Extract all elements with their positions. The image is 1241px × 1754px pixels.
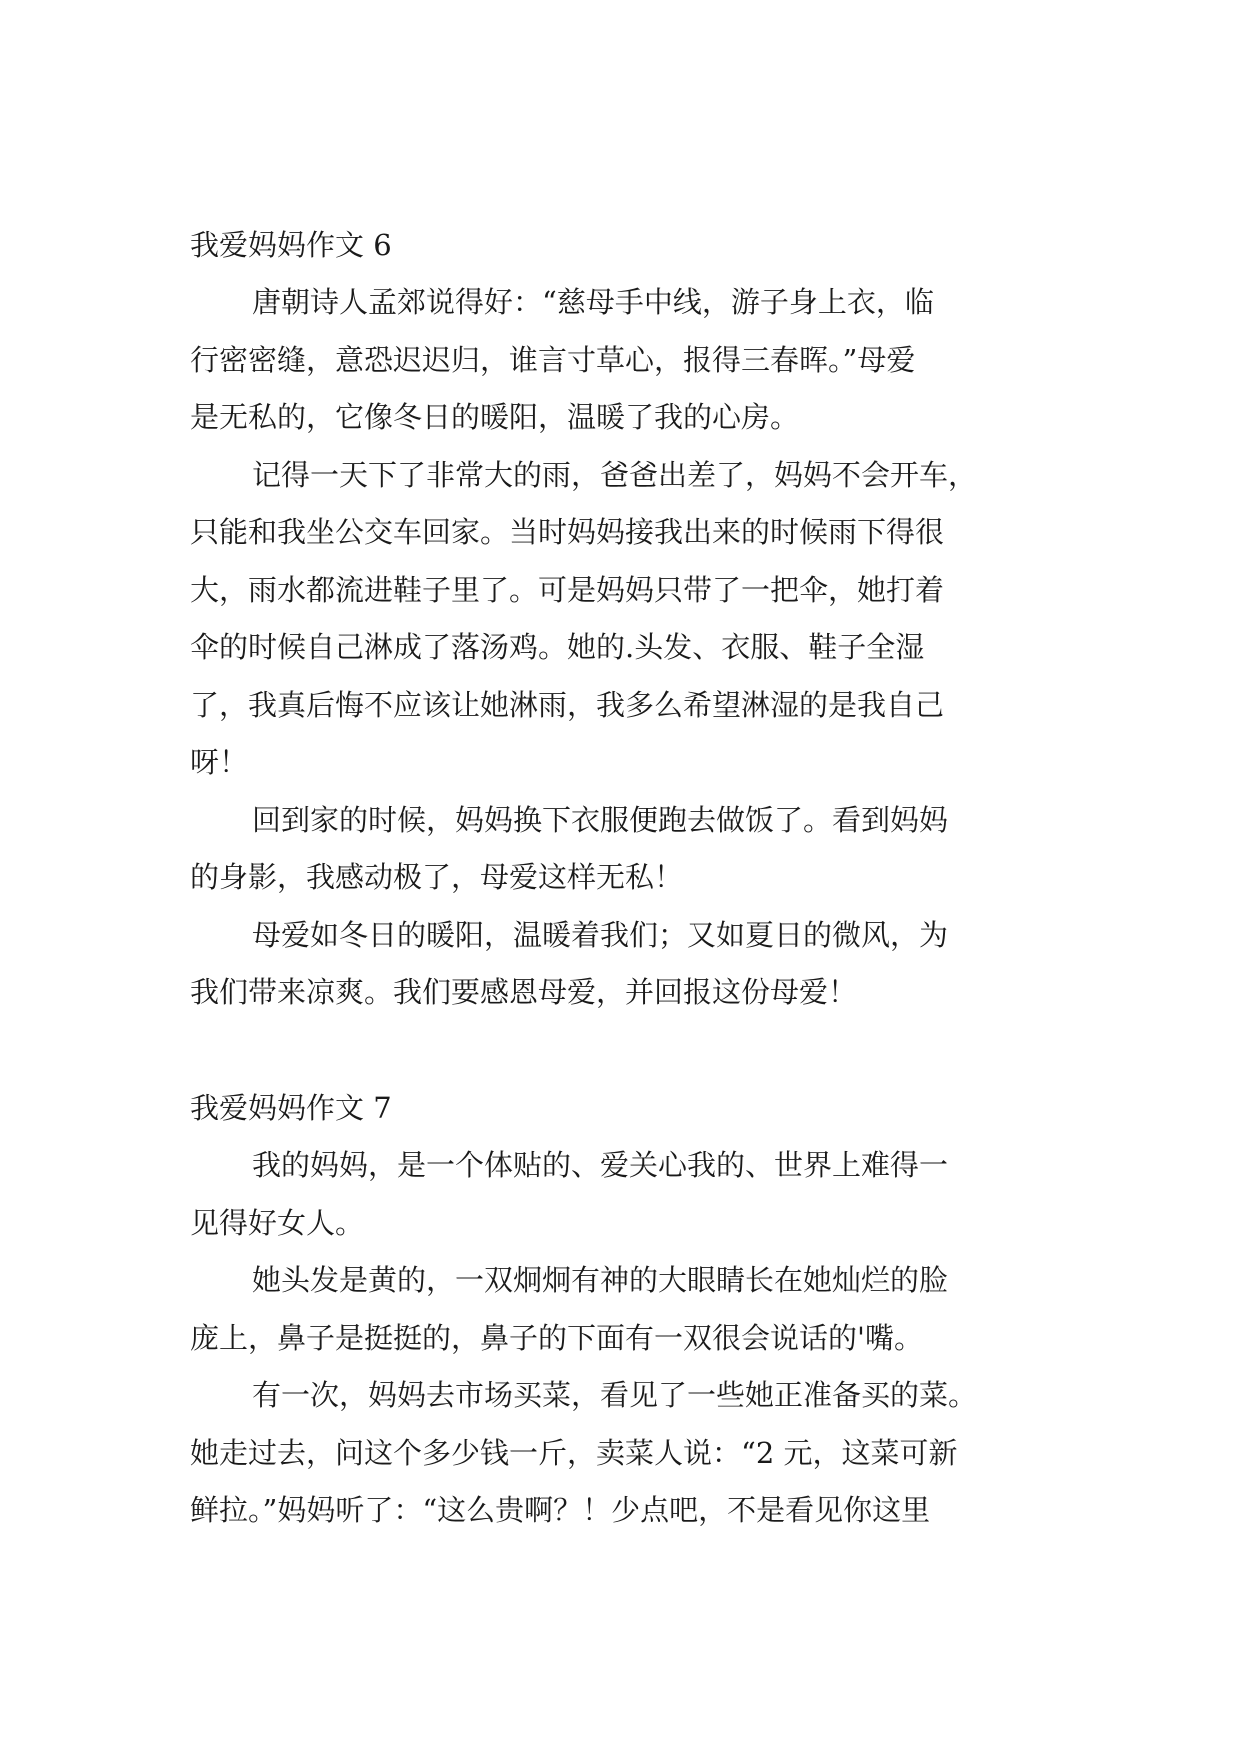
paragraph-line: 的身影，我感动极了，母爱这样无私！ [190, 860, 684, 894]
paragraph-line: 行密密缝，意恐迟迟归，谁言寸草心，报得三春晖。”母爱 [190, 343, 916, 377]
paragraph-line: 回到家的时候，妈妈换下衣服便跑去做饭了。看到妈妈 [252, 803, 949, 837]
paragraph-line: 了，我真后悔不应该让她淋雨，我多么希望淋湿的是我自己 [190, 688, 945, 722]
paragraph-line: 伞的时候自己淋成了落汤鸡。她的.头发、衣服、鞋子全湿 [190, 630, 925, 664]
paragraph-line: 我们带来凉爽。我们要感恩母爱，并回报这份母爱！ [190, 975, 858, 1009]
paragraph-line: 呀！ [190, 745, 249, 779]
paragraph-line: 有一次，妈妈去市场买菜，看见了一些她正准备买的菜。 [252, 1378, 978, 1412]
paragraph-line: 是无私的，它像冬日的暖阳，温暖了我的心房。 [190, 400, 800, 434]
paragraph-line: 见得好女人。 [190, 1206, 365, 1240]
essay-6-title: 我爱妈妈作文 6 [190, 228, 392, 262]
paragraph-line: 我的妈妈，是一个体贴的、爱关心我的、世界上难得一 [252, 1148, 949, 1182]
paragraph-line: 她头发是黄的，一双炯炯有神的大眼睛长在她灿烂的脸 [252, 1263, 949, 1297]
paragraph-line: 记得一天下了非常大的雨，爸爸出差了，妈妈不会开车， [252, 458, 978, 492]
paragraph-line: 她走过去，问这个多少钱一斤，卖菜人说：“2 元，这菜可新 [190, 1436, 958, 1470]
paragraph-line: 鲜拉。”妈妈听了：“这么贵啊？！少点吧，不是看见你这里 [190, 1493, 931, 1527]
essay-7-title: 我爱妈妈作文 7 [190, 1091, 392, 1125]
paragraph-line: 母爱如冬日的暖阳，温暖着我们；又如夏日的微风，为 [252, 918, 949, 952]
paragraph-line: 唐朝诗人孟郊说得好：“慈母手中线，游子身上衣，临 [252, 285, 934, 319]
paragraph-line: 只能和我坐公交车回家。当时妈妈接我出来的时候雨下得很 [190, 515, 945, 549]
paragraph-line: 庞上，鼻子是挺挺的，鼻子的下面有一双很会说话的'嘴。 [190, 1321, 923, 1355]
paragraph-line: 大，雨水都流进鞋子里了。可是妈妈只带了一把伞，她打着 [190, 573, 945, 607]
